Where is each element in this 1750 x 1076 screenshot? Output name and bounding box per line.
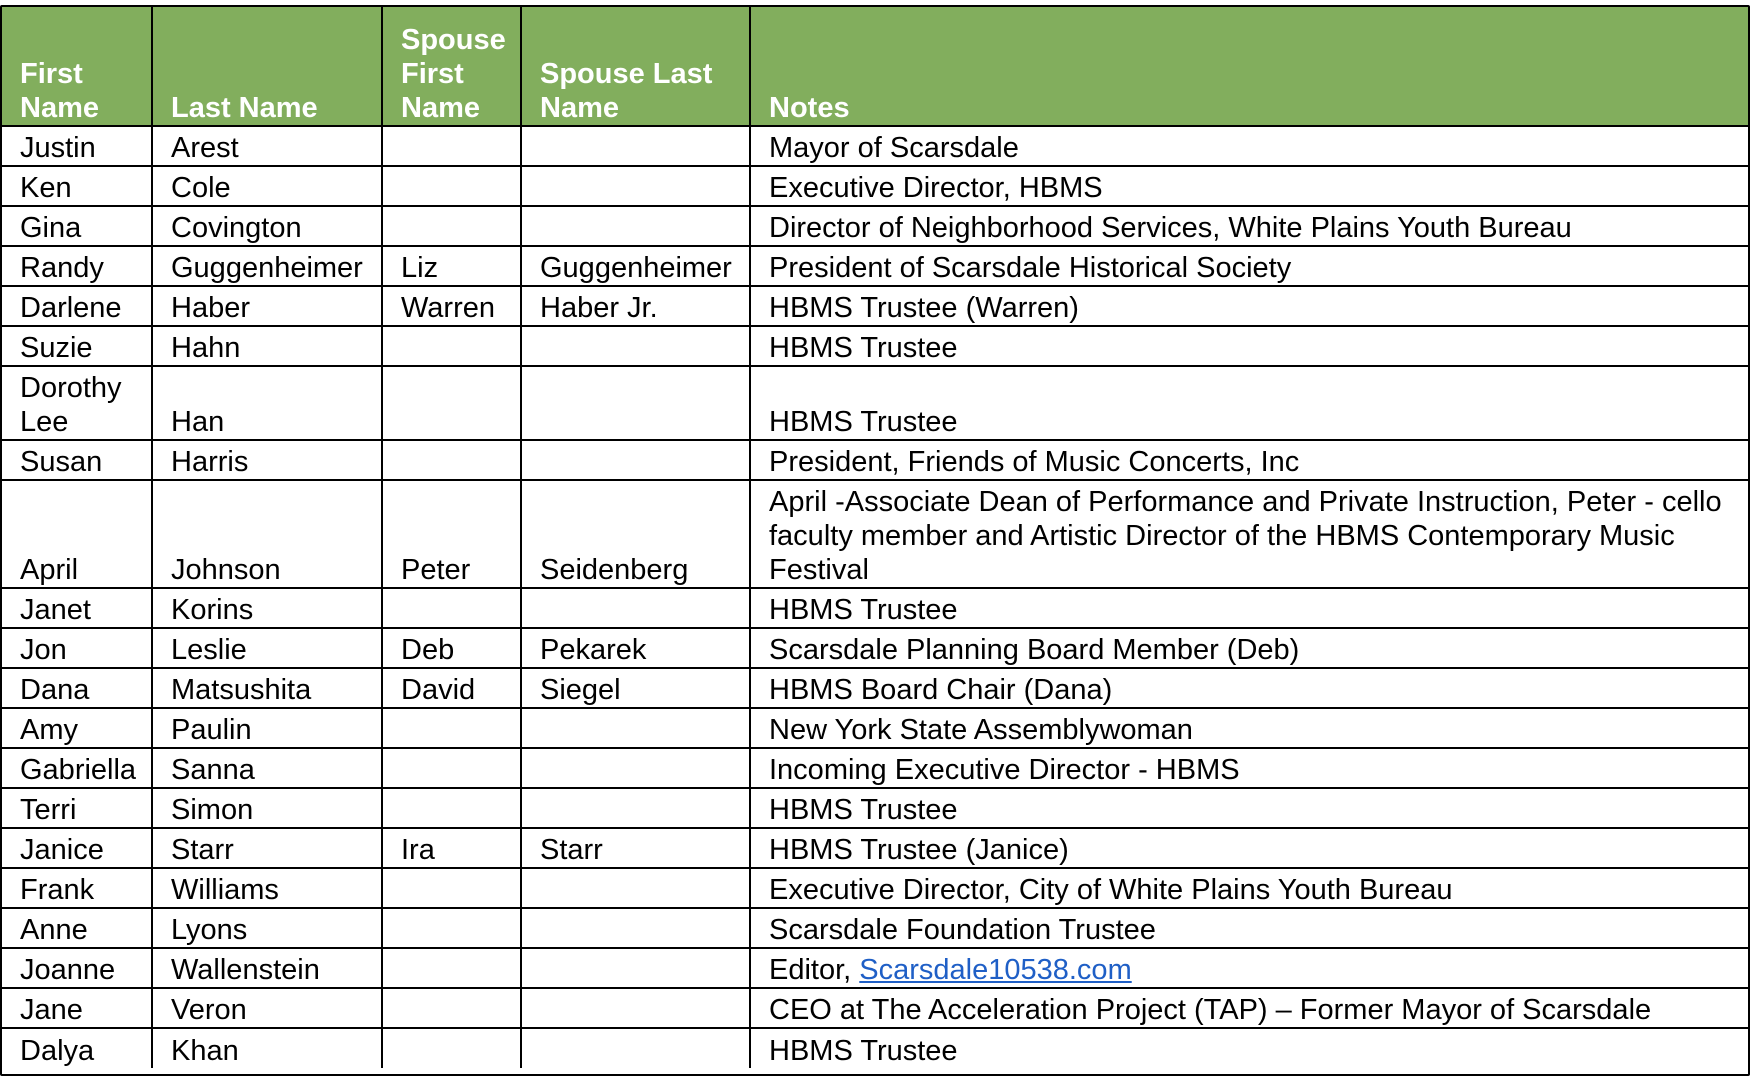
- cell-spouse-first-name: [382, 868, 521, 908]
- cell-last-name: Han: [152, 366, 382, 440]
- table-body: [2, 126, 1748, 1068]
- cell-notes: President of Scarsdale Historical Society: [750, 246, 1748, 286]
- cell-last-name: Lyons: [152, 908, 382, 948]
- cell-spouse-last-name: [521, 988, 750, 1028]
- cell-notes: Scarsdale Planning Board Member (Deb): [750, 628, 1748, 668]
- cell-last-name: Korins: [152, 588, 382, 628]
- table-row: [2, 628, 1748, 668]
- table-row: [2, 246, 1748, 286]
- cell-first-name: Ken: [2, 166, 152, 206]
- cell-first-name: Dorothy Lee: [2, 366, 152, 440]
- cell-spouse-first-name: Liz: [382, 246, 521, 286]
- table-row: [2, 480, 1748, 588]
- cell-spouse-first-name: [382, 908, 521, 948]
- website-link[interactable]: Scarsdale10538.com: [859, 954, 1132, 986]
- cell-first-name: Janice: [2, 828, 152, 868]
- cell-spouse-first-name: Deb: [382, 628, 521, 668]
- cell-first-name: Jon: [2, 628, 152, 668]
- cell-spouse-last-name: [521, 440, 750, 480]
- cell-last-name: Wallenstein: [152, 948, 382, 988]
- cell-last-name: Veron: [152, 988, 382, 1028]
- cell-spouse-first-name: [382, 708, 521, 748]
- contacts-sheet: [0, 5, 1750, 1076]
- cell-spouse-first-name: [382, 126, 521, 166]
- cell-first-name: April: [2, 480, 152, 588]
- cell-spouse-last-name: [521, 206, 750, 246]
- cell-notes: [750, 948, 1748, 988]
- cell-notes: April -Associate Dean of Performance and Private Instruction, Peter - cello faculty member and Artistic Director of the HBMS Contemporary Music Festival: [750, 480, 1748, 588]
- cell-spouse-first-name: [382, 440, 521, 480]
- cell-spouse-first-name: [382, 948, 521, 988]
- header-row: [2, 7, 1748, 126]
- cell-spouse-last-name: [521, 126, 750, 166]
- table-row: [2, 828, 1748, 868]
- table-row: [2, 440, 1748, 480]
- cell-last-name: Haber: [152, 286, 382, 326]
- cell-last-name: Covington: [152, 206, 382, 246]
- cell-notes: HBMS Trustee: [750, 366, 1748, 440]
- cell-spouse-first-name: [382, 1028, 521, 1068]
- cell-first-name: Justin: [2, 126, 152, 166]
- cell-spouse-first-name: Warren: [382, 286, 521, 326]
- cell-first-name: Dana: [2, 668, 152, 708]
- cell-spouse-last-name: Guggenheimer: [521, 246, 750, 286]
- header-spouse-first-name: Spouse First Name: [382, 7, 521, 126]
- table-row: [2, 126, 1748, 166]
- table-row: [2, 908, 1748, 948]
- cell-spouse-first-name: David: [382, 668, 521, 708]
- cell-first-name: Terri: [2, 788, 152, 828]
- cell-spouse-last-name: [521, 366, 750, 440]
- header-notes: Notes: [750, 7, 1748, 126]
- cell-spouse-last-name: Seidenberg: [521, 480, 750, 588]
- cell-last-name: Williams: [152, 868, 382, 908]
- cell-first-name: Suzie: [2, 326, 152, 366]
- table-row: [2, 588, 1748, 628]
- table-header: [2, 7, 1748, 126]
- cell-notes: HBMS Board Chair (Dana): [750, 668, 1748, 708]
- table-row: [2, 166, 1748, 206]
- cell-first-name: Jane: [2, 988, 152, 1028]
- header-last-name: Last Name: [152, 7, 382, 126]
- cell-spouse-last-name: Starr: [521, 828, 750, 868]
- cell-first-name: Joanne: [2, 948, 152, 988]
- cell-notes: HBMS Trustee: [750, 1028, 1748, 1068]
- cell-spouse-last-name: [521, 708, 750, 748]
- cell-spouse-first-name: [382, 206, 521, 246]
- table-row: [2, 708, 1748, 748]
- cell-notes: HBMS Trustee: [750, 326, 1748, 366]
- cell-spouse-first-name: [382, 166, 521, 206]
- notes-prefix: Editor,: [769, 954, 860, 986]
- cell-notes: Mayor of Scarsdale: [750, 126, 1748, 166]
- cell-first-name: Gabriella: [2, 748, 152, 788]
- cell-last-name: Harris: [152, 440, 382, 480]
- table-row: [2, 948, 1748, 988]
- cell-last-name: Khan: [152, 1028, 382, 1068]
- cell-first-name: Janet: [2, 588, 152, 628]
- cell-notes: Executive Director, City of White Plains Youth Bureau: [750, 868, 1748, 908]
- cell-first-name: Frank: [2, 868, 152, 908]
- cell-notes: Director of Neighborhood Services, White Plains Youth Bureau: [750, 206, 1748, 246]
- cell-first-name: Amy: [2, 708, 152, 748]
- cell-last-name: Sanna: [152, 748, 382, 788]
- cell-notes: HBMS Trustee (Janice): [750, 828, 1748, 868]
- cell-last-name: Cole: [152, 166, 382, 206]
- cell-spouse-last-name: [521, 326, 750, 366]
- table-row: [2, 286, 1748, 326]
- cell-spouse-first-name: Ira: [382, 828, 521, 868]
- cell-last-name: Matsushita: [152, 668, 382, 708]
- cell-last-name: Arest: [152, 126, 382, 166]
- table-row: [2, 1028, 1748, 1068]
- header-spouse-last-name: Spouse Last Name: [521, 7, 750, 126]
- cell-spouse-first-name: [382, 748, 521, 788]
- cell-spouse-first-name: [382, 326, 521, 366]
- cell-spouse-last-name: Pekarek: [521, 628, 750, 668]
- cell-first-name: Susan: [2, 440, 152, 480]
- table-row: [2, 868, 1748, 908]
- contacts-table: [2, 7, 1748, 1068]
- cell-notes: HBMS Trustee (Warren): [750, 286, 1748, 326]
- cell-last-name: Leslie: [152, 628, 382, 668]
- cell-first-name: Anne: [2, 908, 152, 948]
- cell-spouse-last-name: [521, 788, 750, 828]
- cell-last-name: Simon: [152, 788, 382, 828]
- cell-notes: President, Friends of Music Concerts, Inc: [750, 440, 1748, 480]
- cell-notes: HBMS Trustee: [750, 788, 1748, 828]
- cell-notes: HBMS Trustee: [750, 588, 1748, 628]
- cell-notes: Executive Director, HBMS: [750, 166, 1748, 206]
- cell-spouse-last-name: [521, 908, 750, 948]
- cell-first-name: Gina: [2, 206, 152, 246]
- cell-last-name: Hahn: [152, 326, 382, 366]
- cell-spouse-last-name: [521, 868, 750, 908]
- cell-spouse-last-name: [521, 1028, 750, 1068]
- header-first-name: First Name: [2, 7, 152, 126]
- cell-notes: Incoming Executive Director - HBMS: [750, 748, 1748, 788]
- cell-spouse-first-name: [382, 588, 521, 628]
- cell-last-name: Starr: [152, 828, 382, 868]
- table-row: [2, 206, 1748, 246]
- cell-last-name: Johnson: [152, 480, 382, 588]
- cell-spouse-last-name: [521, 588, 750, 628]
- cell-spouse-last-name: [521, 166, 750, 206]
- table-row: [2, 748, 1748, 788]
- cell-spouse-last-name: [521, 748, 750, 788]
- table-row: [2, 788, 1748, 828]
- cell-spouse-last-name: Haber Jr.: [521, 286, 750, 326]
- cell-spouse-first-name: Peter: [382, 480, 521, 588]
- cell-spouse-first-name: [382, 988, 521, 1028]
- table-row: [2, 988, 1748, 1028]
- cell-spouse-last-name: Siegel: [521, 668, 750, 708]
- table-row: [2, 366, 1748, 440]
- cell-spouse-last-name: [521, 948, 750, 988]
- cell-first-name: Dalya: [2, 1028, 152, 1068]
- cell-spouse-first-name: [382, 366, 521, 440]
- cell-last-name: Paulin: [152, 708, 382, 748]
- cell-notes: New York State Assemblywoman: [750, 708, 1748, 748]
- cell-notes: Scarsdale Foundation Trustee: [750, 908, 1748, 948]
- table-row: [2, 668, 1748, 708]
- cell-first-name: Darlene: [2, 286, 152, 326]
- table-row: [2, 326, 1748, 366]
- cell-notes: CEO at The Acceleration Project (TAP) – Former Mayor of Scarsdale: [750, 988, 1748, 1028]
- cell-first-name: Randy: [2, 246, 152, 286]
- cell-last-name: Guggenheimer: [152, 246, 382, 286]
- cell-spouse-first-name: [382, 788, 521, 828]
